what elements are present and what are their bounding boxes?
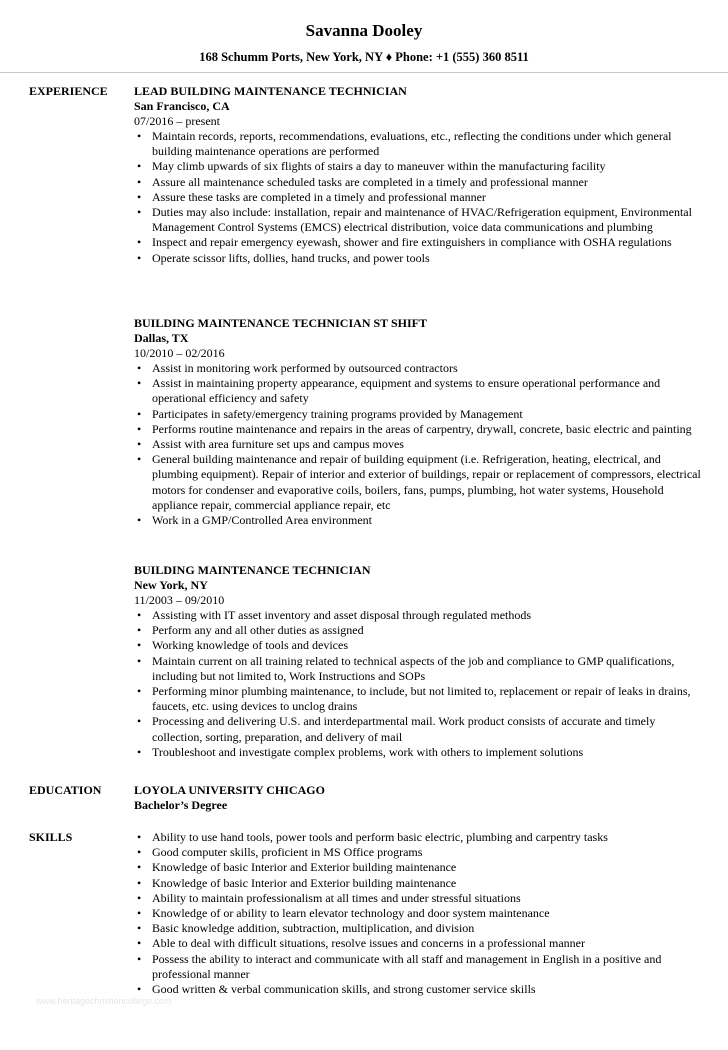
list-item: • Assist with area furniture set ups and campus moves [134,437,704,452]
job-title: BUILDING MAINTENANCE TECHNICIAN ST SHIFT [134,316,427,330]
list-item: • Good computer skills, proficient in MS Office programs [134,845,704,860]
list-item: • Work in a GMP/Controlled Area environment [134,513,704,528]
list-item: • Troubleshoot and investigate complex problems, work with others to implement solutions [134,745,704,760]
job-title: LEAD BUILDING MAINTENANCE TECHNICIAN [134,84,407,98]
list-item: • Processing and delivering U.S. and interdepartmental mail. Work product consists of accurate and timely collection, sorting, preparation, and delivery of mail [134,714,704,744]
job-dates: 10/2010 – 02/2016 [134,346,225,360]
job-entry [134,316,704,528]
list-item: • Operate scissor lifts, dollies, hand trucks, and power tools [134,251,704,266]
list-item: • Assist in monitoring work performed by outsourced contractors [134,361,704,376]
header-divider [0,72,728,73]
candidate-name: Savanna Dooley [305,21,423,40]
list-item: • Assist in maintaining property appearance, equipment and systems to ensure operational performance and operational efficiency and safety [134,376,704,406]
skills-list [134,830,704,997]
education-heading: EDUCATION [29,783,102,797]
list-item: • Maintain current on all training related to technical aspects of the job and compliance to GMP qualifications, including but not limited to, Work Instructions and SOPs [134,654,704,684]
list-item: • Basic knowledge addition, subtraction, multiplication, and division [134,921,704,936]
list-item: • Ability to use hand tools, power tools and perform basic electric, plumbing and carpentry tasks [134,830,704,845]
education-entry [134,783,704,813]
list-item: • Assure these tasks are completed in a timely and professional manner [134,190,704,205]
job-title: BUILDING MAINTENANCE TECHNICIAN [134,563,371,577]
list-item: • Knowledge of basic Interior and Exterior building maintenance [134,876,704,891]
list-item: • Knowledge of basic Interior and Exterior building maintenance [134,860,704,875]
job-location: San Francisco, CA [134,99,230,113]
list-item: • Duties may also include: installation, repair and maintenance of HVAC/Refrigeration equipment, Environmental Management Control Systems (EMCS) electrical distribution, voice data communications and plumbing [134,205,704,235]
list-item: • Knowledge of or ability to learn elevator technology and door system maintenance [134,906,704,921]
list-item: • Working knowledge of tools and devices [134,638,704,653]
list-item: • Maintain records, reports, recommendations, evaluations, etc., reflecting the conditions under which general building maintenance operations are performed [134,129,704,159]
job-location: New York, NY [134,578,208,592]
skills-entry [134,830,704,997]
job-dates: 07/2016 – present [134,114,220,128]
list-item: • Inspect and repair emergency eyewash, shower and fire extinguishers in compliance with OSHA regulations [134,235,704,250]
list-item: • Able to deal with difficult situations, resolve issues and concerns in a professional manner [134,936,704,951]
list-item: • Performing minor plumbing maintenance, to include, but not limited to, replacement or repair of leaks in drains, faucets, etc. using devices to unclog drains [134,684,704,714]
list-item: • Participates in safety/emergency training programs provided by Management [134,407,704,422]
job-duties-list [134,361,704,528]
job-duties-list [134,608,704,760]
degree: Bachelor’s Degree [134,798,228,812]
job-entry [134,84,704,266]
school-name: LOYOLA UNIVERSITY CHICAGO [134,783,325,797]
job-duties-list [134,129,704,266]
list-item: • Good written & verbal communication skills, and strong customer service skills [134,982,704,997]
list-item: • Ability to maintain professionalism at all times and under stressful situations [134,891,704,906]
job-entry [134,563,704,760]
job-location: Dallas, TX [134,331,189,345]
job-dates: 11/2003 – 09/2010 [134,593,225,607]
list-item: • Possess the ability to interact and communicate with all staff and management in English in a positive and professional manner [134,952,704,982]
list-item: • Perform any and all other duties as assigned [134,623,704,638]
contact-line: 168 Schumm Ports, New York, NY ♦ Phone: +1 (555) 360 8511 [199,50,529,64]
skills-heading: SKILLS [29,830,73,844]
experience-heading: EXPERIENCE [29,84,108,98]
list-item: • May climb upwards of six flights of stairs a day to maneuver within the manufacturing facility [134,159,704,174]
list-item: • Performs routine maintenance and repairs in the areas of carpentry, drywall, concrete, basic electric and painting [134,422,704,437]
list-item: • Assure all maintenance scheduled tasks are completed in a timely and professional manner [134,175,704,190]
list-item: • General building maintenance and repair of building equipment (i.e. Refrigeration, heating, electrical, and plumbing equipment). Repair of interior and exterior of buildings, repair or replacement of compressors, electrical motors for condenser and evaporative coils, boilers, fans, pumps, plumbing, hot water systems, Household appliance repair, commercial appliance repair, etc [134,452,704,513]
watermark: www.heritagechristiancollege.com [36,996,172,1006]
list-item: • Assisting with IT asset inventory and asset disposal through regulated methods [134,608,704,623]
